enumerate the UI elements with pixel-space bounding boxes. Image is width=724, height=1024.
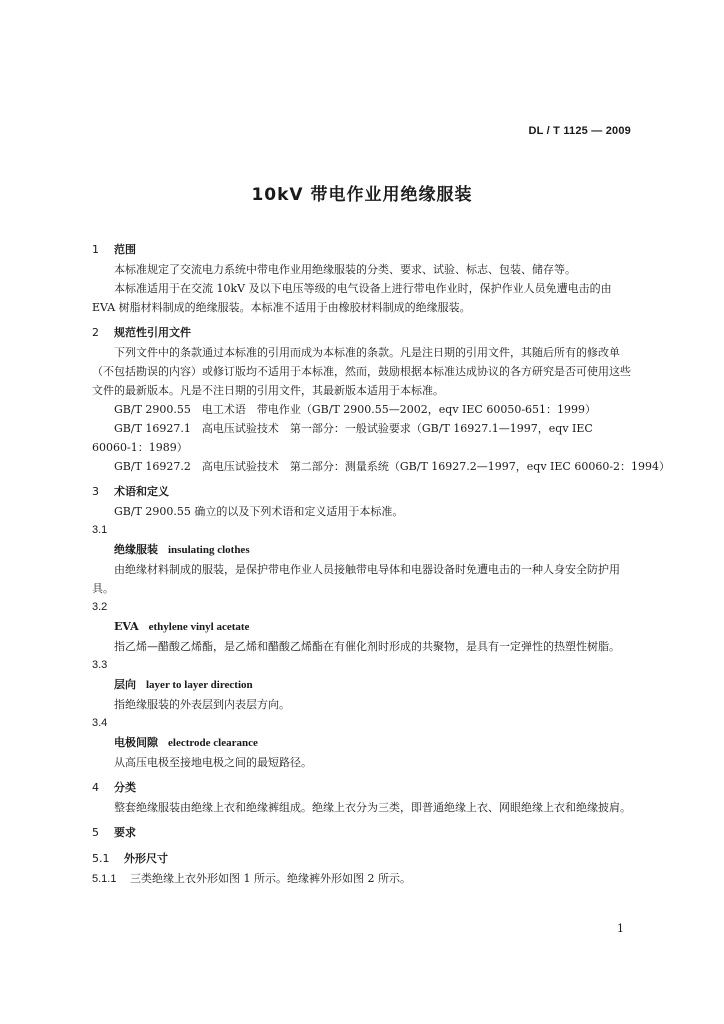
term-number: 3.3 [92, 659, 108, 671]
term-definition: 指乙烯—醋酸乙烯酯，是乙烯和醋酸乙烯酯在有催化剂时形成的共聚物，是具有一定弹性的热塑性树脂。 [114, 640, 620, 653]
term-number: 3.4 [92, 717, 108, 729]
section-number: 1 [92, 243, 99, 256]
section-title: 要求 [114, 826, 136, 839]
term-en: layer to layer direction [146, 679, 253, 691]
subsection-number: 5.1 [92, 852, 110, 865]
document-title: 10kV 带电作业用绝缘服装 [251, 185, 473, 205]
term-entry [92, 598, 634, 656]
section-title: 规范性引用文件 [114, 326, 191, 339]
term-en: insulating clothes [168, 544, 250, 556]
document-body [92, 240, 671, 889]
reference-item: GB/T 16927.1 高电压试验技术 第一部分：一般试验要求（GB/T 16927.1—1997，eqv IEC 60060-1：1989） [92, 422, 593, 454]
term-definition: 从高压电极至接地电极之间的最短路径。 [114, 756, 312, 769]
section-number: 3 [92, 485, 99, 498]
term-entry [92, 656, 634, 714]
term-number: 3.2 [92, 601, 108, 613]
section-title: 分类 [114, 781, 136, 794]
term-zh: 电极间隙 [114, 736, 158, 749]
section-number: 2 [92, 326, 99, 339]
paragraph: 本标准规定了交流电力系统中带电作业用绝缘服装的分类、要求、试验、标志、包装、储存等。 [114, 263, 576, 276]
term-heading [92, 617, 634, 637]
reference-item: GB/T 2900.55 电工术语 带电作业（GB/T 2900.55—2002，eqv IEC 60050-651：1999） [114, 403, 597, 416]
paragraph: GB/T 2900.55 确立的以及下列术语和定义适用于本标准。 [114, 505, 404, 518]
section-title: 范围 [114, 243, 136, 256]
term-zh: 层向 [114, 678, 136, 691]
term-en: ethylene vinyl acetate [148, 621, 250, 633]
standard-number: DL / T 1125 — 2009 [528, 125, 631, 137]
clause-text: 三类绝缘上衣外形如图 1 所示。绝缘裤外形如图 2 所示。 [130, 872, 411, 885]
term-entry [92, 714, 634, 772]
clause-number: 5.1.1 [92, 873, 117, 885]
page-number: 1 [617, 922, 624, 935]
section-number: 5 [92, 826, 99, 839]
section-4-heading [92, 778, 634, 798]
term-number: 3.1 [92, 524, 108, 536]
subsection-5-1-heading [92, 849, 634, 869]
term-definition: 由绝缘材料制成的服装，是保护带电作业人员接触带电导体和电器设备时免遭电击的一种人身安全防护用具。 [92, 563, 620, 595]
section-5-heading [92, 823, 634, 843]
clause-5-1-1 [92, 869, 634, 889]
term-zh: EVA [114, 620, 139, 633]
section-number: 4 [92, 781, 99, 794]
reference-item: GB/T 16927.2 高电压试验技术 第二部分：测量系统（GB/T 16927.2—1997，eqv IEC 60060-2：1994） [114, 460, 671, 473]
term-en: electrode clearance [168, 737, 258, 749]
term-heading [92, 733, 634, 753]
term-zh: 绝缘服装 [114, 543, 158, 556]
section-3-heading [92, 482, 634, 502]
section-1-heading [92, 240, 634, 260]
paragraph: 下列文件中的条款通过本标准的引用而成为本标准的条款。凡是注日期的引用文件，其随后所有的修改单（不包括勘误的内容）或修订版均不适用于本标准，然而，鼓励根据本标准达成协议的各方研究是否可使用这些文件的最新版本。凡是不注日期的引用文件，其最新版本适用于本标准。 [92, 346, 631, 397]
term-definition: 指绝缘服装的外表层到内表层方向。 [114, 698, 290, 711]
paragraph: 本标准适用于在交流 10kV 及以下电压等级的电气设备上进行带电作业时，保护作业人员免遭电击的由 EVA 树脂材料制成的绝缘服装。本标准不适用于由橡胶材料制成的绝缘服装。 [92, 282, 612, 314]
term-heading [92, 540, 634, 560]
paragraph: 整套绝缘服装由绝缘上衣和绝缘裤组成。绝缘上衣分为三类，即普通绝缘上衣、网眼绝缘上衣和绝缘披肩。 [114, 801, 631, 814]
section-title: 术语和定义 [114, 485, 169, 498]
term-entry [92, 521, 634, 598]
subsection-title: 外形尺寸 [124, 852, 168, 865]
section-2-heading [92, 323, 634, 343]
term-heading [92, 675, 634, 695]
